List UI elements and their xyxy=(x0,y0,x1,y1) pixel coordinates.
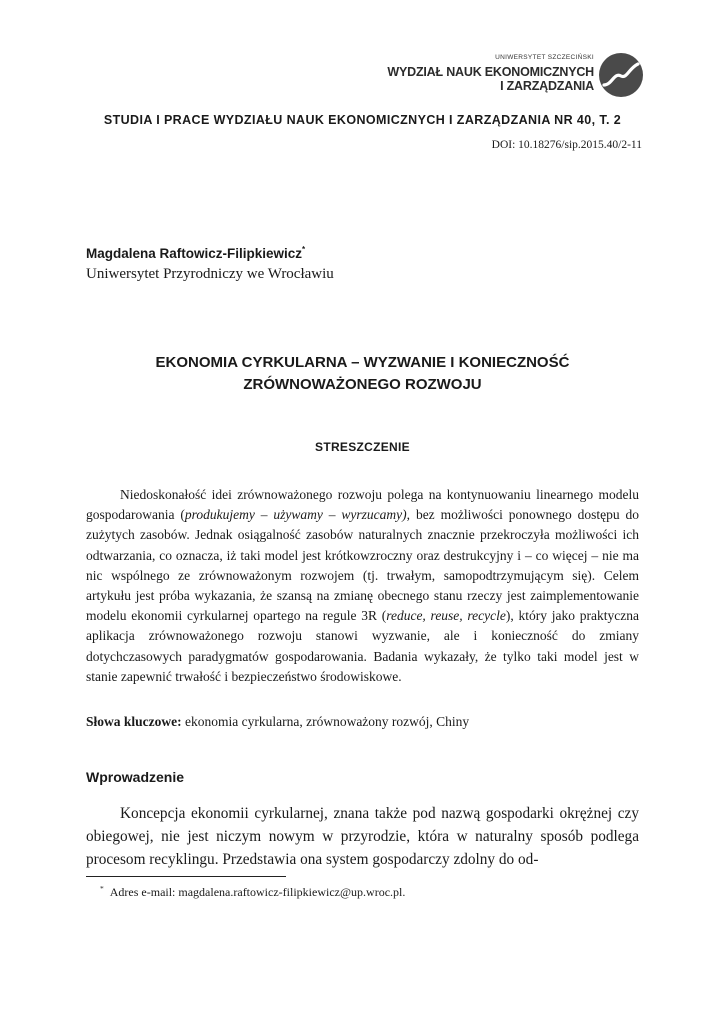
abstract-italic2: reduce, reuse, recycle xyxy=(386,608,506,624)
logo-faculty-line1: WYDZIAŁ NAUK EKONOMICZNYCH xyxy=(387,65,594,79)
keywords xyxy=(86,714,469,730)
abstract-text xyxy=(86,485,639,687)
faculty-logo xyxy=(380,44,650,104)
article-title xyxy=(60,352,665,396)
article-title-line2: ZRÓWNOWAŻONEGO ROZWOJU xyxy=(243,376,482,393)
abstract-part2: , bez możliwości ponownego dostępu do zużytych zasobów. Jednak osiągalność zasobów naturalnych znacznie przekroczyła możliwości ich odtwarzania, co oznacza, iż taki model jest krótkowzroczny oraz destrukcyjny i – co więcej – nie ma nic wspólnego ze zrównoważonym rozwojem (tj. trwałym, samopodtrzymującym się). Celem artykułu jest próba wykazania, że szansą na zmianę obecnego stanu rzeczy jest zaimplementowanie modelu ekonomii cyrkularnej opartego na regule 3R ( xyxy=(86,507,639,624)
article-title-line1: EKONOMIA CYRKULARNA – WYZWANIE I KONIECZNOŚĆ xyxy=(155,354,570,371)
keywords-label: Słowa kluczowe: xyxy=(86,714,182,729)
author-footnote-marker: * xyxy=(302,245,306,254)
footnote-text: Adres e-mail: magdalena.raftowicz-filipkiewicz@up.wroc.pl. xyxy=(109,885,406,899)
section-paragraph: Koncepcja ekonomii cyrkularnej, znana także pod nazwą gospodarki okrężnej czy obiegowej, nie jest niczym nowym w przyrodzie, która w naturalny sposób podlega procesom recyklingu. Przedstawia ona system gospodarczy zdolny do od- xyxy=(86,805,639,869)
abstract-part1: Niedoskonałość idei zrównoważonego rozwoju polega na kontynuowaniu linearnego modelu gospodarowania ( xyxy=(86,487,639,523)
logo-growth-icon xyxy=(598,52,644,98)
author-name xyxy=(86,245,305,261)
abstract-heading: STRESZCZENIE xyxy=(315,440,410,454)
footnote-marker: * xyxy=(100,884,104,893)
logo-faculty-line2: I ZARZĄDZANIA xyxy=(500,79,594,93)
abstract-part3: ), który jako praktyczna aplikacja zrównoważonego rozwoju stanowi wyzwanie, ale i konieczność do zmiany dotychczasowych paradygmatów gospodarowania. Badania wykazały, że tylko taki model jest w stanie zapewnić trwałość i bezpieczeństwo środowiskowe. xyxy=(86,608,639,684)
author-name-text: Magdalena Raftowicz-Filipkiewicz xyxy=(86,246,303,261)
logo-university: UNIWERSYTET SZCZECIŃSKI xyxy=(495,54,594,61)
footnote-divider xyxy=(86,876,286,877)
footnote xyxy=(100,884,405,900)
section-heading: Wprowadzenie xyxy=(86,769,185,785)
doi: DOI: 10.18276/sip.2015.40/2-11 xyxy=(491,139,642,151)
keywords-text: ekonomia cyrkularna, zrównoważony rozwój, Chiny xyxy=(181,714,470,729)
abstract-italic1: produkujemy – używamy – wyrzucamy) xyxy=(184,507,407,523)
author-affiliation: Uniwersytet Przyrodniczy we Wrocławiu xyxy=(86,266,334,282)
journal-title: STUDIA I PRACE WYDZIAŁU NAUK EKONOMICZNYCH I ZARZĄDZANIA NR 40, T. 2 xyxy=(103,113,622,127)
